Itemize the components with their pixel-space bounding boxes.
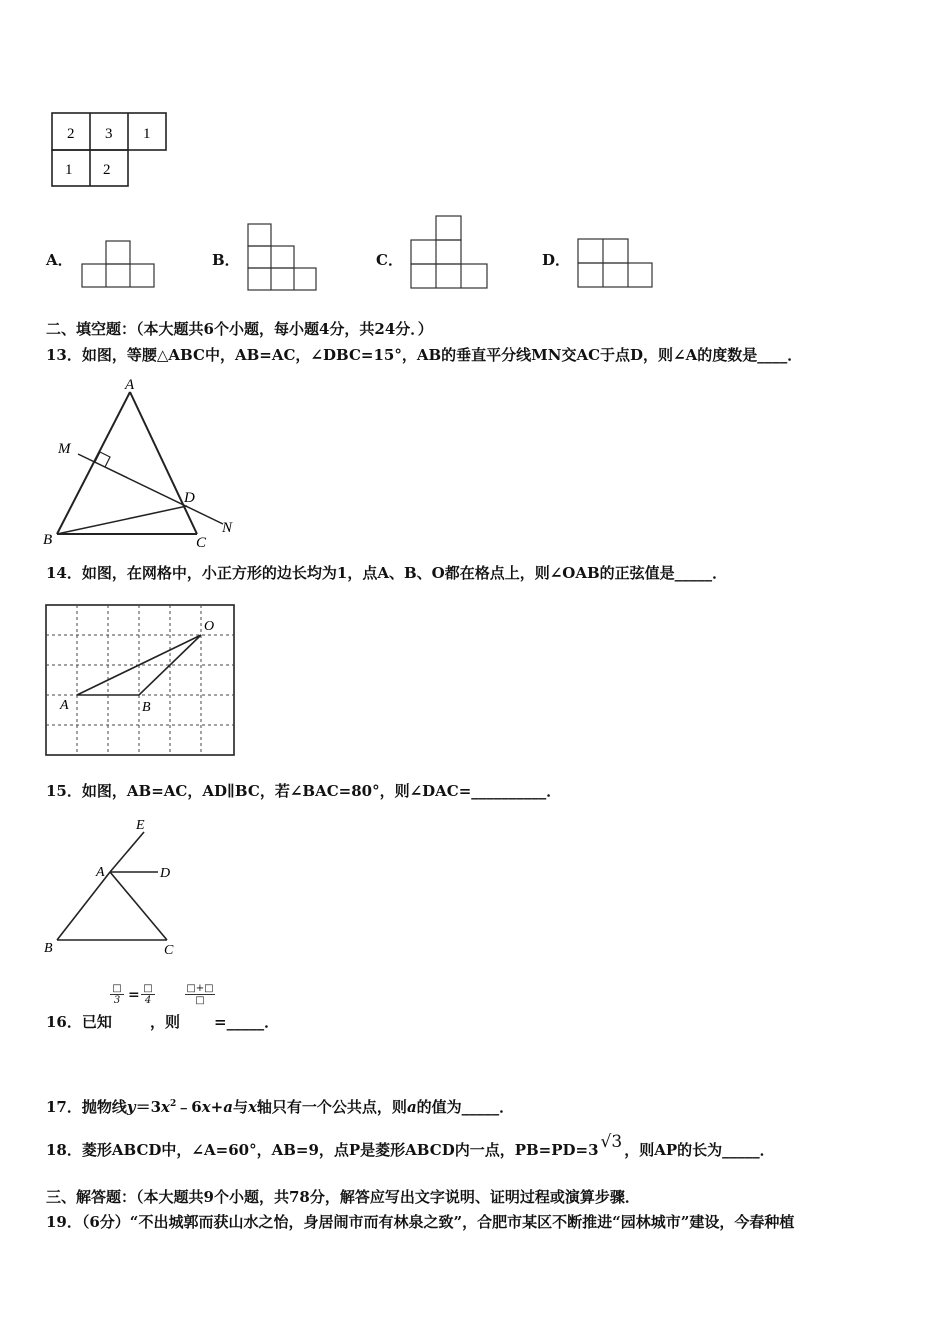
q18-part1: 18．菱形ABCD中，∠A=60°，AB=9，点P bbox=[46, 1141, 361, 1159]
q17-y: y bbox=[126, 1098, 136, 1116]
top-view-grid bbox=[45, 108, 175, 190]
q17-tail-a: a bbox=[406, 1098, 417, 1116]
q17-plus: + bbox=[210, 1098, 224, 1116]
q16-frac2-den: 4 bbox=[141, 994, 155, 1006]
section-3-heading: 三、解答题：（本大题共9个小题，共78分，解答应写出文字说明、证明过程或演算步骤． bbox=[46, 1188, 640, 1206]
q16-frac1-num: □ bbox=[112, 983, 122, 994]
option-a-figure bbox=[80, 238, 158, 290]
q13-label-c: C bbox=[196, 535, 207, 550]
q17-x2: x bbox=[201, 1098, 211, 1116]
option-c-figure bbox=[408, 214, 490, 292]
option-d-figure bbox=[575, 236, 655, 290]
q15-text: 15．如图，AB=AC，AD∥BC，若∠BAC=80°，则∠DAC=__________． bbox=[46, 782, 562, 800]
q16-fraction-1 bbox=[110, 983, 124, 1006]
q17-rest: ﹣6 bbox=[176, 1098, 202, 1116]
q13-text: 13．如图，等腰△ABC中，AB=AC，∠DBC=15°，AB的垂直平分线MN交AC于点D，则∠A的度数是____． bbox=[46, 346, 803, 364]
q18-part3: ，则AP的长为_____． bbox=[624, 1141, 775, 1159]
q16-middle: ，则 bbox=[150, 1013, 181, 1031]
q16-suffix: =_____． bbox=[214, 1013, 280, 1031]
q17-tail-x: x bbox=[247, 1098, 257, 1116]
q13-label-m: M bbox=[58, 441, 71, 457]
q16-frac2-num: □ bbox=[143, 983, 153, 994]
q17-tail1: 与 bbox=[232, 1098, 248, 1116]
q16-frac3-num: □+□ bbox=[186, 983, 214, 994]
q17-sup: 2 bbox=[169, 1099, 177, 1109]
q15-label-b: B bbox=[44, 941, 53, 956]
q15-figure bbox=[40, 814, 190, 956]
option-d-label: D． bbox=[542, 251, 571, 269]
grid-cell-r1c3: 1 bbox=[143, 126, 151, 142]
section-2-heading: 二、填空题：（本大题共6个小题，每小题4分，共24分．） bbox=[46, 320, 433, 338]
q17-num: 17．抛物线 bbox=[46, 1098, 127, 1116]
q14-label-b: B bbox=[142, 700, 151, 715]
q16-frac1-den: 3 bbox=[110, 994, 124, 1006]
grid-cell-r2c2: 2 bbox=[103, 162, 111, 178]
q17-tail3: 的值为_____． bbox=[416, 1098, 515, 1116]
option-b-label: B． bbox=[212, 251, 240, 269]
q17-eq: ＝3 bbox=[135, 1098, 162, 1116]
q14-label-a: A bbox=[60, 698, 69, 713]
q16-prefix: 16．已知 bbox=[46, 1013, 112, 1031]
q13-label-n: N bbox=[222, 520, 233, 536]
q15-label-c: C bbox=[164, 943, 174, 956]
q14-figure bbox=[44, 603, 238, 759]
q15-label-a: A bbox=[96, 865, 105, 880]
q16-fraction-3 bbox=[185, 983, 215, 1006]
q13-label-d: D bbox=[184, 490, 195, 506]
q17-tail2: 轴只有一个公共点，则 bbox=[256, 1098, 407, 1116]
option-a-label: A． bbox=[46, 251, 73, 269]
q13-label-a: A bbox=[125, 377, 135, 393]
q13-label-b: B bbox=[43, 532, 53, 548]
q17-text bbox=[46, 1094, 514, 1117]
grid-cell-r1c2: 3 bbox=[105, 126, 113, 142]
q15-label-e: E bbox=[136, 818, 145, 833]
q17-x: x bbox=[161, 1098, 170, 1116]
q14-text: 14．如图，在网格中，小正方形的边长均为1，点A、B、O都在格点上，则∠OAB的正弦值是_____． bbox=[46, 564, 728, 582]
option-c-label: C． bbox=[376, 251, 403, 269]
q13-figure bbox=[40, 376, 250, 550]
grid-cell-r2c1: 1 bbox=[65, 162, 73, 178]
q18-text bbox=[46, 1132, 775, 1160]
option-b-figure bbox=[246, 222, 318, 292]
grid-cell-r1c1: 2 bbox=[67, 126, 75, 142]
q16-fraction-2 bbox=[141, 983, 155, 1006]
q14-label-o: O bbox=[204, 619, 215, 634]
q17-a: a bbox=[223, 1098, 233, 1116]
q16-equals: = bbox=[128, 987, 140, 1003]
q15-label-d: D bbox=[160, 866, 171, 881]
q16-frac3-den: □ bbox=[185, 994, 215, 1006]
q19-text: 19．（6分）“不出城郭而获山水之怡，身居闹市而有林泉之致”，合肥市某区不断推进“园林城市”建设，今春种植 bbox=[46, 1213, 795, 1231]
q18-sqrt: √3 bbox=[600, 1132, 623, 1152]
q18-part2: 是菱形ABCD内一点，PB=PD=3 bbox=[360, 1141, 599, 1159]
